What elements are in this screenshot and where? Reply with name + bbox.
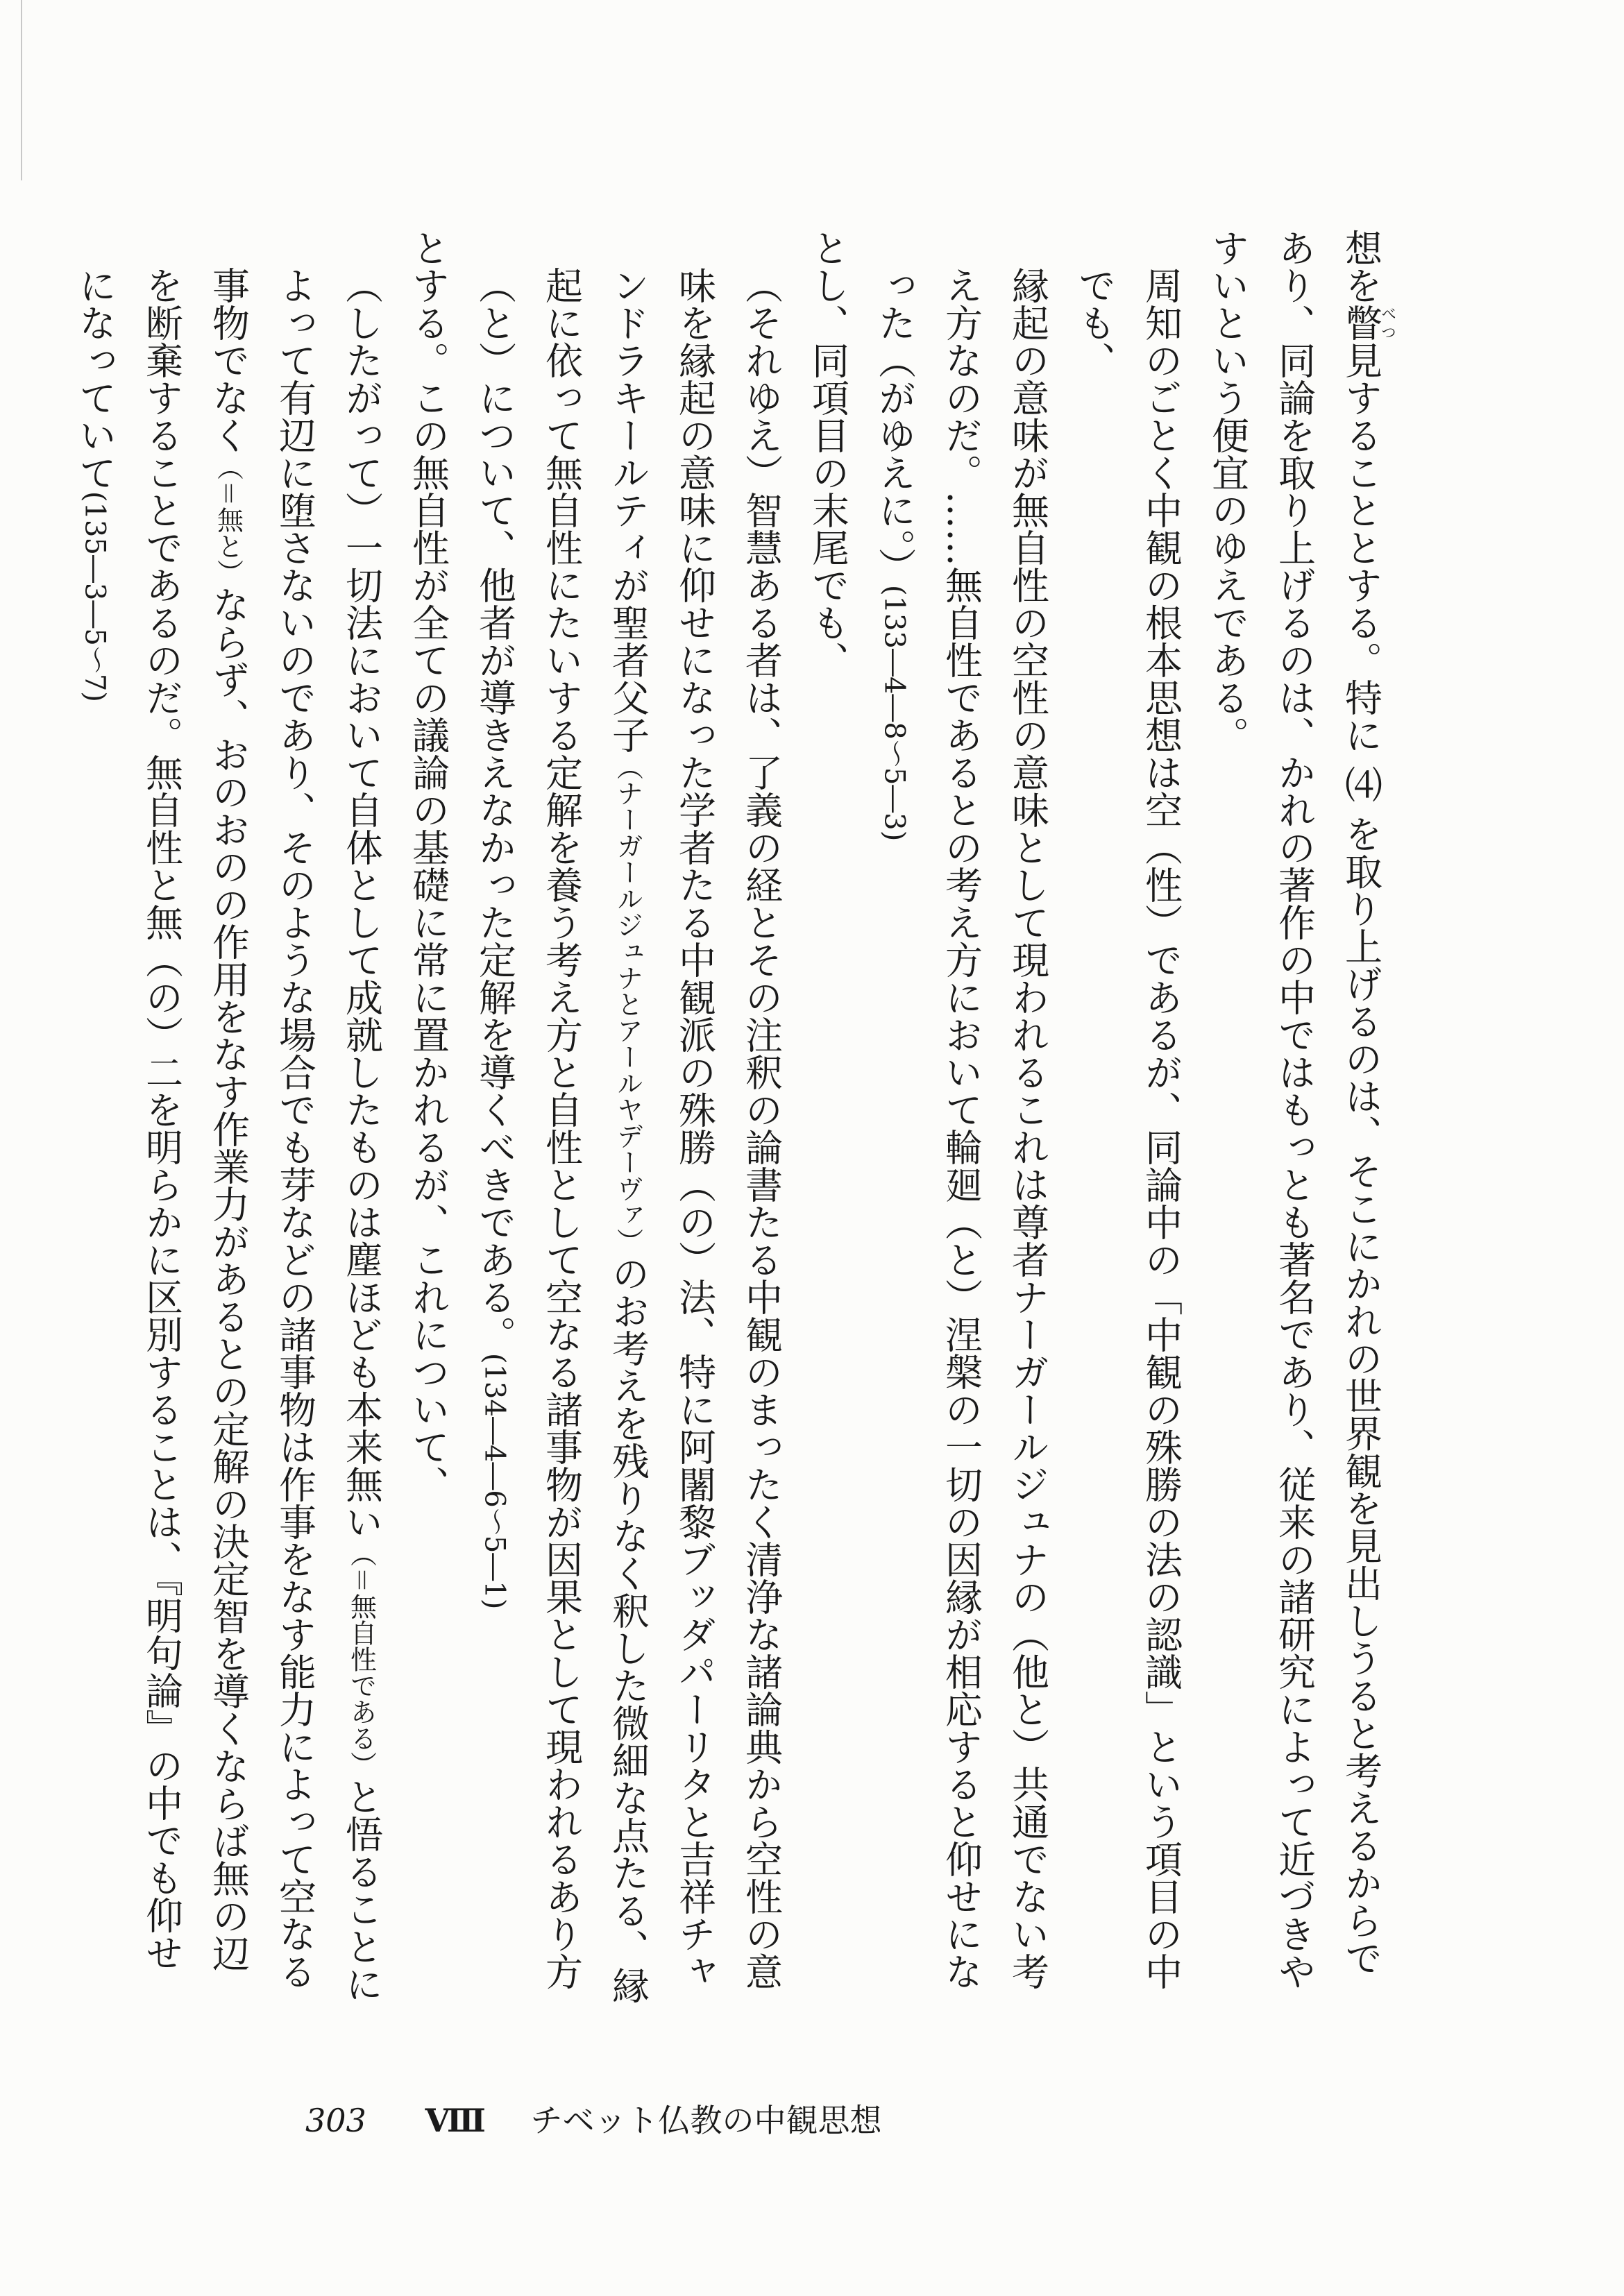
scan-edge-line xyxy=(21,0,22,180)
chapter-title: チベット仏教の中観思想 xyxy=(530,2102,882,2139)
quote-3-gloss-1: （＝無自性である） xyxy=(346,1540,377,1778)
p1-rest: 見することとする。特に ⑷ を取り上げるのは、そこにかれの世界観を見出しうると考えるからであり、同論を取り上げるのは、かれの著作の中ではもっとも著名であり、従来の諸研究によって近づきやすいという便宜のゆえである。 xyxy=(1206,229,1383,1990)
quote-2-text-b: のお考えを残りなく釈した微細な点たる、縁起に依って無自性にたいする定解を養う考え方と自性として空なる諸事物が因果として現われるあり方（と）について、他者が導きえなかった定解を導くべきである。 xyxy=(473,266,650,2004)
quote-2-text-a: （それゆえ）智慧ある者は、了義の経とその注釈の論書たる中観のまったく清浄な諸論典から空性の意味を縁起の意味に仰せになった学者たる中観派の殊勝（の）法、特に阿闍黎ブッダパーリタと吉祥チャンドラキールティが聖者父子 xyxy=(606,266,784,1990)
quote-2-gloss: （ナーガールジュナとアールヤデーヴァ） xyxy=(612,754,643,1255)
quote-1-citation: (133―4―8～5―3) xyxy=(878,585,911,842)
quote-1 xyxy=(861,229,1061,2005)
quote-2 xyxy=(462,229,795,2005)
quote-2-citation: (134―4―6～5―1) xyxy=(478,1353,511,1610)
ruby-base: 瞥 xyxy=(1339,304,1383,341)
quote-3-text-a: （したがって）一切法において自体として成就したものは塵ほども本来無い xyxy=(339,266,384,1540)
quote-3-gloss-2: （＝無と） xyxy=(212,454,244,586)
page-footer xyxy=(305,2095,881,2141)
body-text xyxy=(73,229,1396,2005)
paragraph-1 xyxy=(1194,229,1396,2005)
paragraph-2: 周知のごとく中観の根本思想は空（性）であるが、同論中の「中観の殊勝の法の認識」という項目の中でも、 xyxy=(1072,266,1183,1990)
quote-3 xyxy=(62,229,395,2005)
quote-3-citation: (135―3―5～7) xyxy=(78,491,111,702)
quote-1-text: 縁起の意味が無自性の空性の意味として現われるこれは尊者ナーガールジュナの（他と）共通でない考え方なのだ。……無自性であるとの考え方において輪廻（と）涅槃の一切の因縁が相応すると仰せになった（がゆえに。） xyxy=(872,266,1050,1990)
ruby-betsu xyxy=(1339,304,1396,341)
page-number: 303 xyxy=(305,2102,366,2139)
p1-start: 想を xyxy=(1339,229,1383,304)
chapter-numeral: Ⅷ xyxy=(425,2102,486,2139)
quote-3-text-c: ならず、おのおのの作用をなす作業力があるとの定解の決定智を導くならば無の辺を断棄することであるのだ。無自性と無（の）二を明らかに区別することは、『明句論』の中でも仰せになっていて xyxy=(73,266,251,1973)
paragraph-3: とし、同項目の末尾でも、 xyxy=(806,229,850,679)
quote-3-text-b: と悟ることによって有辺に堕さないのであり、そのような場合でも芽などの諸事物は作事をなす能力によって空なる事物でなく xyxy=(206,266,384,2003)
ruby-text: べつ xyxy=(1378,304,1396,341)
paragraph-4: とする。この無自性が全ての議論の基礎に常に置かれるが、これについて、 xyxy=(406,229,450,1503)
